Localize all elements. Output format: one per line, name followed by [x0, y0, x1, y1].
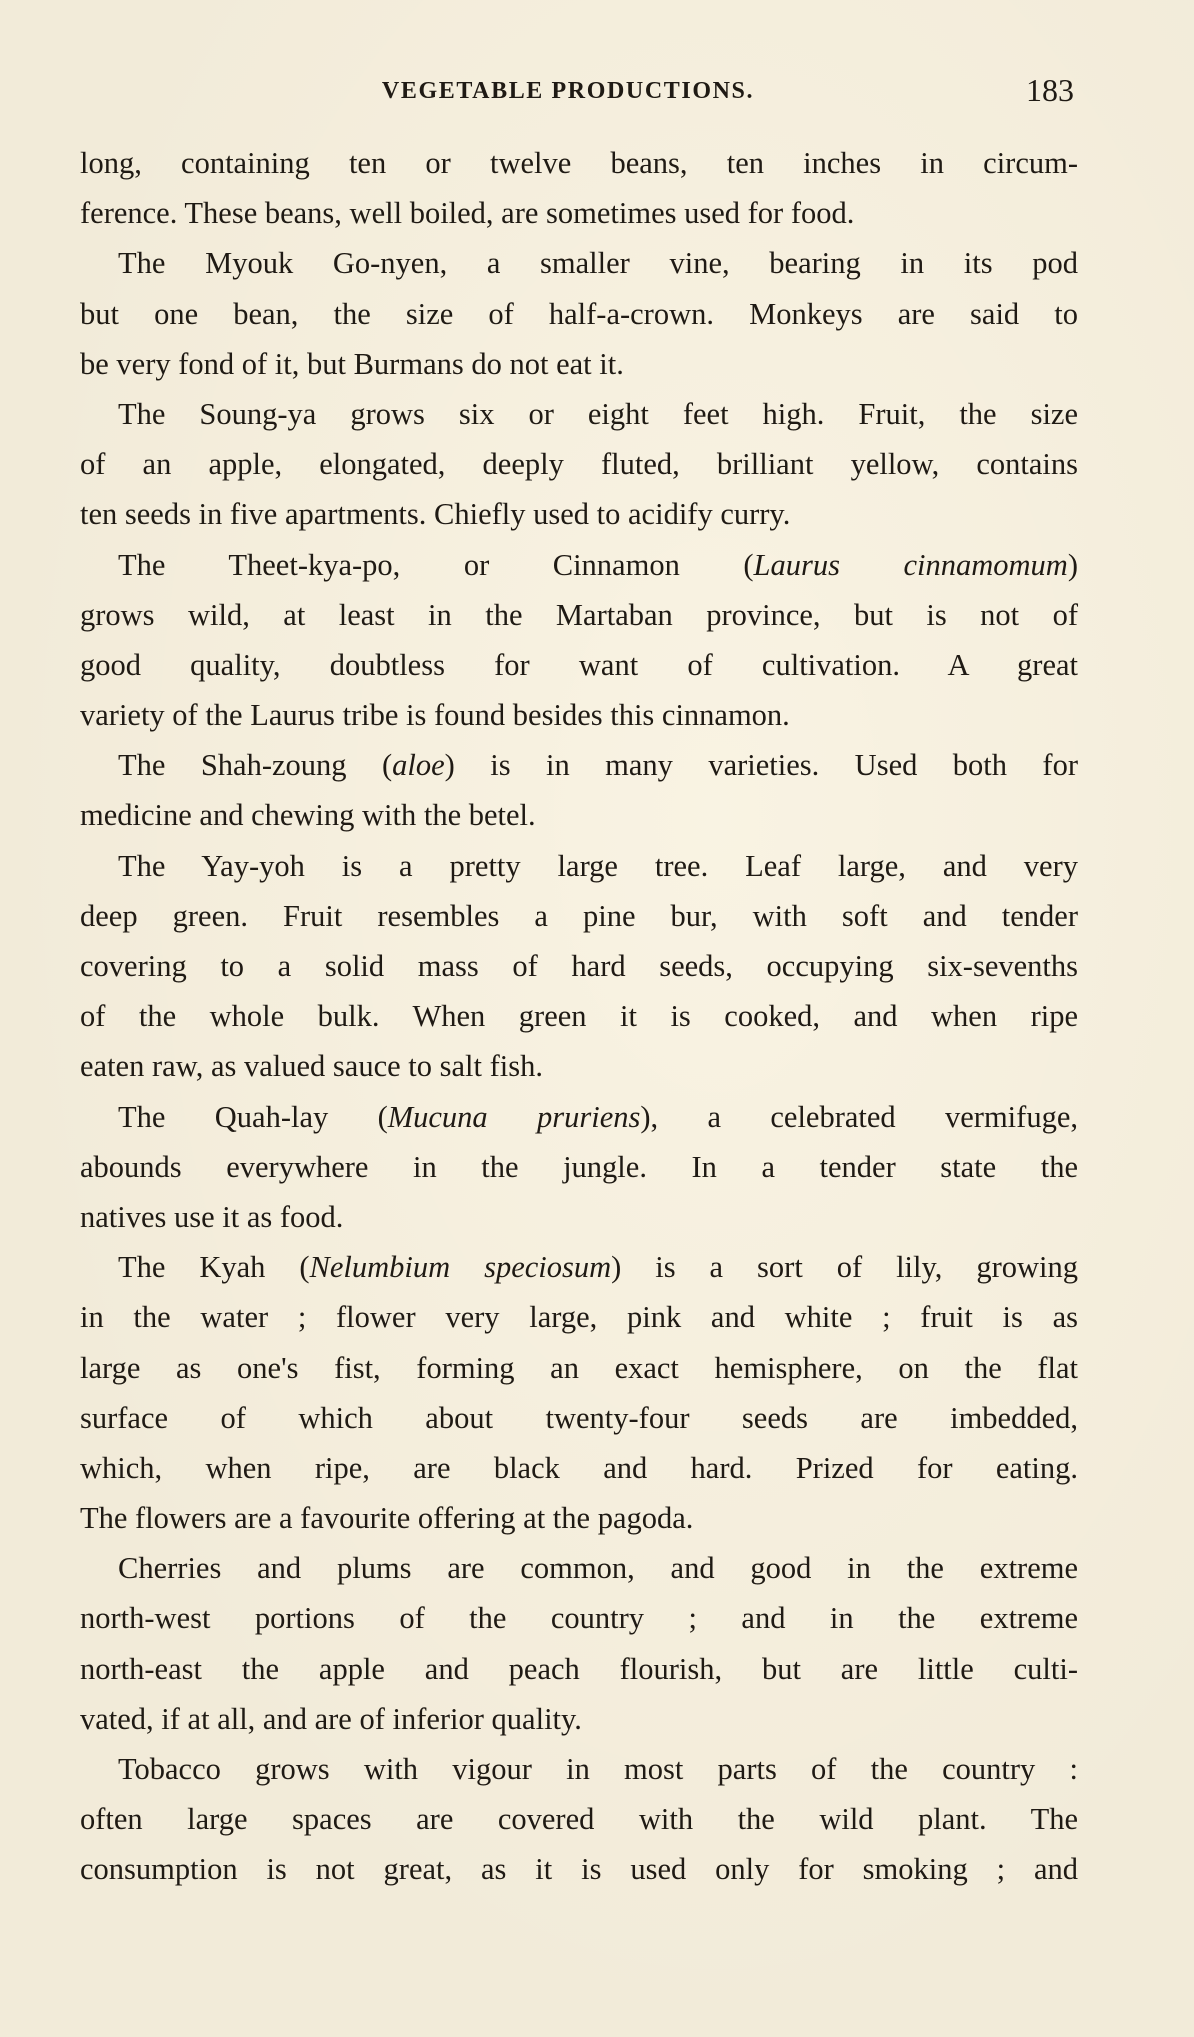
- text-line: north-east the apple and peach flourish, but are little culti-: [80, 1651, 1078, 1686]
- text-line: often large spaces are covered with the wild plant. The: [80, 1802, 1078, 1837]
- text-line: grows wild, at least in the Martaban province, but is not of: [80, 597, 1078, 632]
- italic-species-name: Laurus cinnamomum: [753, 547, 1068, 582]
- text-span: The Quah-lay (: [118, 1099, 388, 1134]
- text-line: The flowers are a favourite offering at the pagoda.: [80, 1501, 694, 1536]
- text-line: The Yay-yoh is a pretty large tree. Leaf large, and very: [118, 848, 1078, 883]
- page-number: 183: [1026, 72, 1074, 108]
- text-span: The Theet-kya-po, or Cinnamon (: [118, 547, 754, 582]
- italic-species-name: Nelumbium speciosum: [309, 1250, 612, 1285]
- text-line: abounds everywhere in the jungle. In a tender state the: [80, 1149, 1078, 1184]
- text-line: of the whole bulk. When green it is cooked, and when ripe: [80, 999, 1078, 1034]
- text-line: The Soung-ya grows six or eight feet high. Fruit, the size: [118, 396, 1078, 431]
- text-line: good quality, doubtless for want of cultivation. A great: [80, 647, 1078, 682]
- text-span: ) is in many varieties. Used both for: [444, 748, 1078, 783]
- text-line: but one bean, the size of half-a-crown. Monkeys are said to: [80, 296, 1078, 331]
- text-line: which, when ripe, are black and hard. Prized for eating.: [80, 1450, 1078, 1485]
- text-span: The Kyah (: [118, 1250, 310, 1285]
- text-span: ): [1067, 547, 1079, 582]
- text-span: ) is a sort of lily, growing: [611, 1250, 1078, 1285]
- text-line: [80, 1242, 1078, 1292]
- italic-species-name: Mucuna pruriens: [387, 1099, 641, 1134]
- text-line: covering to a solid mass of hard seeds, occupying six-sevenths: [80, 949, 1078, 983]
- text-line: [80, 740, 1078, 790]
- text-line: ference. These beans, well boiled, are sometimes used for food.: [80, 196, 855, 231]
- page-header: [0, 72, 1194, 112]
- text-line: long, containing ten or twelve beans, ten inches in circum-: [80, 146, 1078, 180]
- text-line: consumption is not great, as it is used only for smoking ; and: [80, 1852, 1078, 1887]
- text-line: large as one's fist, forming an exact hemisphere, on the flat: [80, 1350, 1078, 1385]
- text-line: variety of the Laurus tribe is found besides this cinnamon.: [80, 698, 790, 733]
- text-span: The Shah-zoung (: [118, 748, 393, 783]
- body-text: [80, 138, 1078, 1895]
- text-line: medicine and chewing with the betel.: [80, 798, 536, 833]
- text-line: deep green. Fruit resembles a pine bur, with soft and tender: [80, 898, 1078, 933]
- italic-species-name: aloe: [392, 748, 445, 783]
- text-line: ten seeds in five apartments. Chiefly used to acidify curry.: [80, 497, 791, 532]
- text-line: eaten raw, as valued sauce to salt fish.: [80, 1049, 543, 1084]
- text-span: ), a celebrated vermifuge,: [640, 1099, 1078, 1134]
- text-line: of an apple, elongated, deeply fluted, brilliant yellow, contains: [80, 447, 1078, 482]
- text-line: natives use it as food.: [80, 1199, 344, 1234]
- text-line: in the water ; flower very large, pink and white ; fruit is as: [80, 1300, 1078, 1335]
- text-line: [80, 1092, 1078, 1142]
- text-line: vated, if at all, and are of inferior quality.: [80, 1701, 582, 1736]
- text-line: Tobacco grows with vigour in most parts of the country :: [118, 1752, 1078, 1786]
- text-line: [80, 540, 1078, 590]
- text-line: Cherries and plums are common, and good in the extreme: [118, 1551, 1078, 1586]
- running-head: VEGETABLE PRODUCTIONS.: [381, 78, 755, 104]
- text-line: be very fond of it, but Burmans do not eat it.: [80, 346, 624, 381]
- text-line: The Myouk Go-nyen, a smaller vine, bearing in its pod: [118, 246, 1078, 281]
- text-line: north-west portions of the country ; and in the extreme: [80, 1601, 1078, 1636]
- text-line: surface of which about twenty-four seeds are imbedded,: [80, 1400, 1078, 1435]
